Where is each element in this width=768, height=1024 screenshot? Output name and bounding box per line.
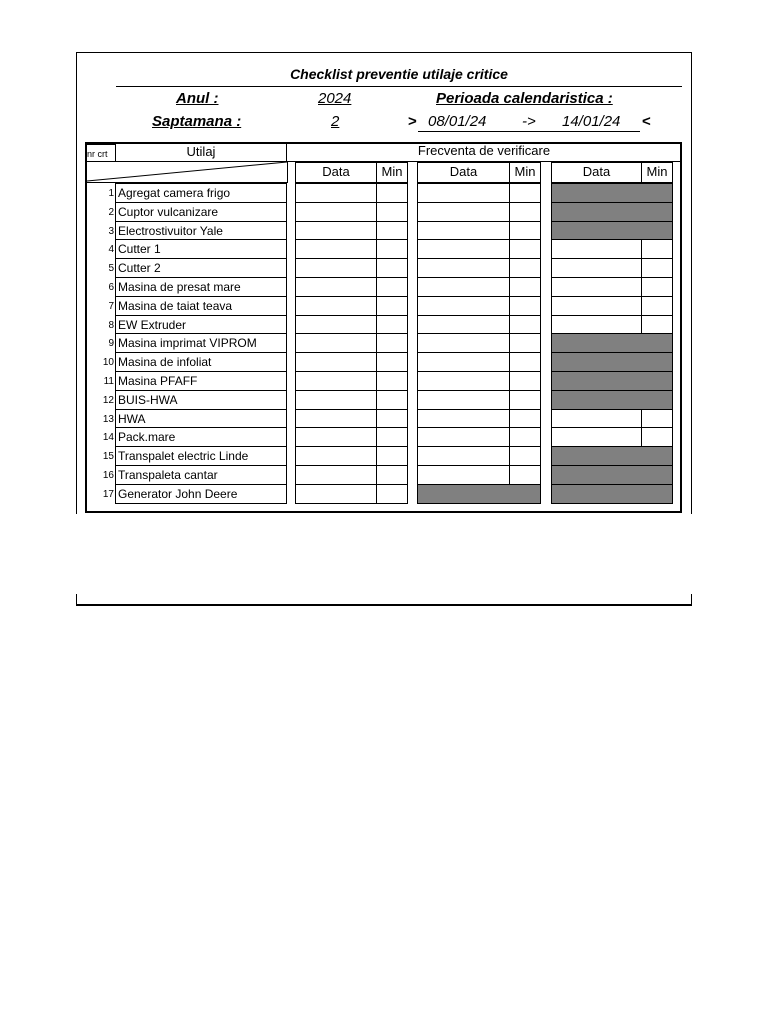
date-input-cell[interactable] <box>295 409 377 428</box>
shaded-cell <box>551 352 673 372</box>
minutes-input-cell[interactable] <box>376 277 408 297</box>
date-input-cell[interactable] <box>551 427 642 447</box>
row-equipment-name: Masina PFAFF <box>115 371 287 391</box>
date-input-cell[interactable] <box>295 427 377 447</box>
minutes-input-cell[interactable] <box>509 371 541 391</box>
date-input-cell[interactable] <box>551 296 642 316</box>
date-input-cell[interactable] <box>417 333 510 353</box>
minutes-input-cell[interactable] <box>376 315 408 334</box>
date-input-cell[interactable] <box>295 202 377 222</box>
shaded-cell <box>551 221 673 240</box>
row-number: 7 <box>108 301 114 312</box>
minutes-input-cell[interactable] <box>641 427 673 447</box>
minutes-input-cell[interactable] <box>376 484 408 504</box>
minutes-input-cell[interactable] <box>376 333 408 353</box>
row-equipment-name: Transpalet electric Linde <box>115 446 287 466</box>
subheader-min-1: Min <box>376 162 408 183</box>
row-number: 1 <box>108 188 114 199</box>
col-header-utilaj: Utilaj <box>115 142 287 162</box>
row-number: 15 <box>102 451 114 462</box>
date-input-cell[interactable] <box>295 484 377 504</box>
minutes-input-cell[interactable] <box>509 221 541 240</box>
date-input-cell[interactable] <box>417 409 510 428</box>
row-equipment-name: Cuptor vulcanizare <box>115 202 287 222</box>
shaded-cell <box>551 465 673 485</box>
date-input-cell[interactable] <box>551 258 642 278</box>
period-underline <box>418 131 640 132</box>
minutes-input-cell[interactable] <box>376 296 408 316</box>
row-equipment-name: HWA <box>115 409 287 428</box>
minutes-input-cell[interactable] <box>641 409 673 428</box>
minutes-input-cell[interactable] <box>641 296 673 316</box>
row-number: 3 <box>108 226 114 237</box>
minutes-input-cell[interactable] <box>641 315 673 334</box>
row-equipment-name: Masina de presat mare <box>115 277 287 297</box>
row-equipment-name: Cutter 1 <box>115 239 287 259</box>
shaded-cell <box>551 484 673 504</box>
period-end-date: 14/01/24 <box>562 113 621 130</box>
date-input-cell[interactable] <box>417 446 510 466</box>
row-number: 5 <box>108 263 114 274</box>
subheader-data-1: Data <box>295 162 377 183</box>
minutes-input-cell[interactable] <box>376 183 408 203</box>
date-input-cell[interactable] <box>295 277 377 297</box>
row-equipment-name: Transpaleta cantar <box>115 465 287 485</box>
date-input-cell[interactable] <box>417 277 510 297</box>
minutes-input-cell[interactable] <box>509 390 541 410</box>
minutes-input-cell[interactable] <box>376 427 408 447</box>
row-equipment-name: Electrostivuitor Yale <box>115 221 287 240</box>
minutes-input-cell[interactable] <box>509 352 541 372</box>
row-number: 11 <box>103 376 114 387</box>
row-number: 8 <box>108 320 114 331</box>
minutes-input-cell[interactable] <box>509 409 541 428</box>
row-number: 17 <box>102 489 114 500</box>
period-start-date: 08/01/24 <box>428 113 487 130</box>
shaded-cell <box>551 446 673 466</box>
date-input-cell[interactable] <box>295 465 377 485</box>
date-input-cell[interactable] <box>295 446 377 466</box>
col-header-frequency: Frecventa de verificare <box>286 142 682 162</box>
period-arrow: -> <box>522 113 536 130</box>
minutes-input-cell[interactable] <box>376 202 408 222</box>
year-label: Anul : <box>176 90 219 107</box>
date-input-cell[interactable] <box>295 296 377 316</box>
minutes-input-cell[interactable] <box>641 239 673 259</box>
diagonal-header-cell <box>85 161 288 183</box>
shaded-cell <box>417 484 541 504</box>
shaded-cell <box>551 390 673 410</box>
minutes-input-cell[interactable] <box>509 333 541 353</box>
page-bottom-bracket <box>76 594 692 606</box>
subheader-min-3: Min <box>641 162 673 183</box>
row-number: 12 <box>102 395 114 406</box>
period-open-marker: > <box>408 113 417 130</box>
row-number: 16 <box>102 470 114 481</box>
row-equipment-name: Masina imprimat VIPROM <box>115 333 287 353</box>
minutes-input-cell[interactable] <box>376 465 408 485</box>
date-input-cell[interactable] <box>295 315 377 334</box>
subheader-data-3: Data <box>551 162 642 183</box>
date-input-cell[interactable] <box>417 315 510 334</box>
row-number: 2 <box>108 207 114 218</box>
minutes-input-cell[interactable] <box>509 296 541 316</box>
date-input-cell[interactable] <box>417 390 510 410</box>
date-input-cell[interactable] <box>295 333 377 353</box>
date-input-cell[interactable] <box>295 183 377 203</box>
date-input-cell[interactable] <box>295 352 377 372</box>
minutes-input-cell[interactable] <box>376 409 408 428</box>
date-input-cell[interactable] <box>295 239 377 259</box>
row-equipment-name: Generator John Deere <box>115 484 287 504</box>
subheader-data-2: Data <box>417 162 510 183</box>
date-input-cell[interactable] <box>295 371 377 391</box>
row-equipment-name: BUIS-HWA <box>115 390 287 410</box>
date-input-cell[interactable] <box>417 465 510 485</box>
document-title: Checklist preventie utilaje critice <box>116 64 682 87</box>
minutes-input-cell[interactable] <box>509 315 541 334</box>
minutes-input-cell[interactable] <box>509 277 541 297</box>
date-input-cell[interactable] <box>417 258 510 278</box>
minutes-input-cell[interactable] <box>641 258 673 278</box>
minutes-input-cell[interactable] <box>509 258 541 278</box>
minutes-input-cell[interactable] <box>509 465 541 485</box>
row-equipment-name: Cutter 2 <box>115 258 287 278</box>
date-input-cell[interactable] <box>417 202 510 222</box>
period-label: Perioada calendaristica : <box>436 90 613 107</box>
date-input-cell[interactable] <box>551 277 642 297</box>
week-value: 2 <box>331 113 340 130</box>
minutes-input-cell[interactable] <box>509 202 541 222</box>
row-number: 13 <box>102 414 114 425</box>
row-equipment-name: EW Extruder <box>115 315 287 334</box>
row-number: 4 <box>108 244 114 255</box>
minutes-input-cell[interactable] <box>376 258 408 278</box>
date-input-cell[interactable] <box>417 427 510 447</box>
period-close-marker: < <box>642 113 651 130</box>
row-number: 9 <box>108 338 114 349</box>
year-value: 2024 <box>318 90 352 107</box>
row-equipment-name: Masina de taiat teava <box>115 296 287 316</box>
row-number: 6 <box>108 282 114 293</box>
row-number: 10 <box>102 357 114 368</box>
minutes-input-cell[interactable] <box>376 390 408 410</box>
minutes-input-cell[interactable] <box>376 446 408 466</box>
minutes-input-cell[interactable] <box>641 277 673 297</box>
minutes-input-cell[interactable] <box>376 352 408 372</box>
date-input-cell[interactable] <box>295 258 377 278</box>
minutes-input-cell[interactable] <box>509 183 541 203</box>
week-label: Saptamana : <box>152 113 242 130</box>
col-header-nr: nr crt <box>85 144 116 162</box>
shaded-cell <box>551 371 673 391</box>
shaded-cell <box>551 202 673 222</box>
date-input-cell[interactable] <box>551 239 642 259</box>
date-input-cell[interactable] <box>295 221 377 240</box>
date-input-cell[interactable] <box>417 221 510 240</box>
minutes-input-cell[interactable] <box>509 239 541 259</box>
row-equipment-name: Masina de infoliat <box>115 352 287 372</box>
shaded-cell <box>551 183 673 203</box>
date-input-cell[interactable] <box>551 315 642 334</box>
row-equipment-name: Pack.mare <box>115 427 287 447</box>
date-input-cell[interactable] <box>417 183 510 203</box>
frame-gap-right <box>689 514 692 594</box>
date-input-cell[interactable] <box>417 239 510 259</box>
minutes-input-cell[interactable] <box>509 446 541 466</box>
frame-gap-left <box>76 514 78 594</box>
minutes-input-cell[interactable] <box>376 371 408 391</box>
date-input-cell[interactable] <box>417 352 510 372</box>
date-input-cell[interactable] <box>295 390 377 410</box>
row-equipment-name: Agregat camera frigo <box>115 183 287 203</box>
shaded-cell <box>551 333 673 353</box>
minutes-input-cell[interactable] <box>376 239 408 259</box>
date-input-cell[interactable] <box>551 409 642 428</box>
date-input-cell[interactable] <box>417 296 510 316</box>
minutes-input-cell[interactable] <box>509 427 541 447</box>
date-input-cell[interactable] <box>417 371 510 391</box>
row-number: 14 <box>102 432 114 443</box>
subheader-min-2: Min <box>509 162 541 183</box>
minutes-input-cell[interactable] <box>376 221 408 240</box>
